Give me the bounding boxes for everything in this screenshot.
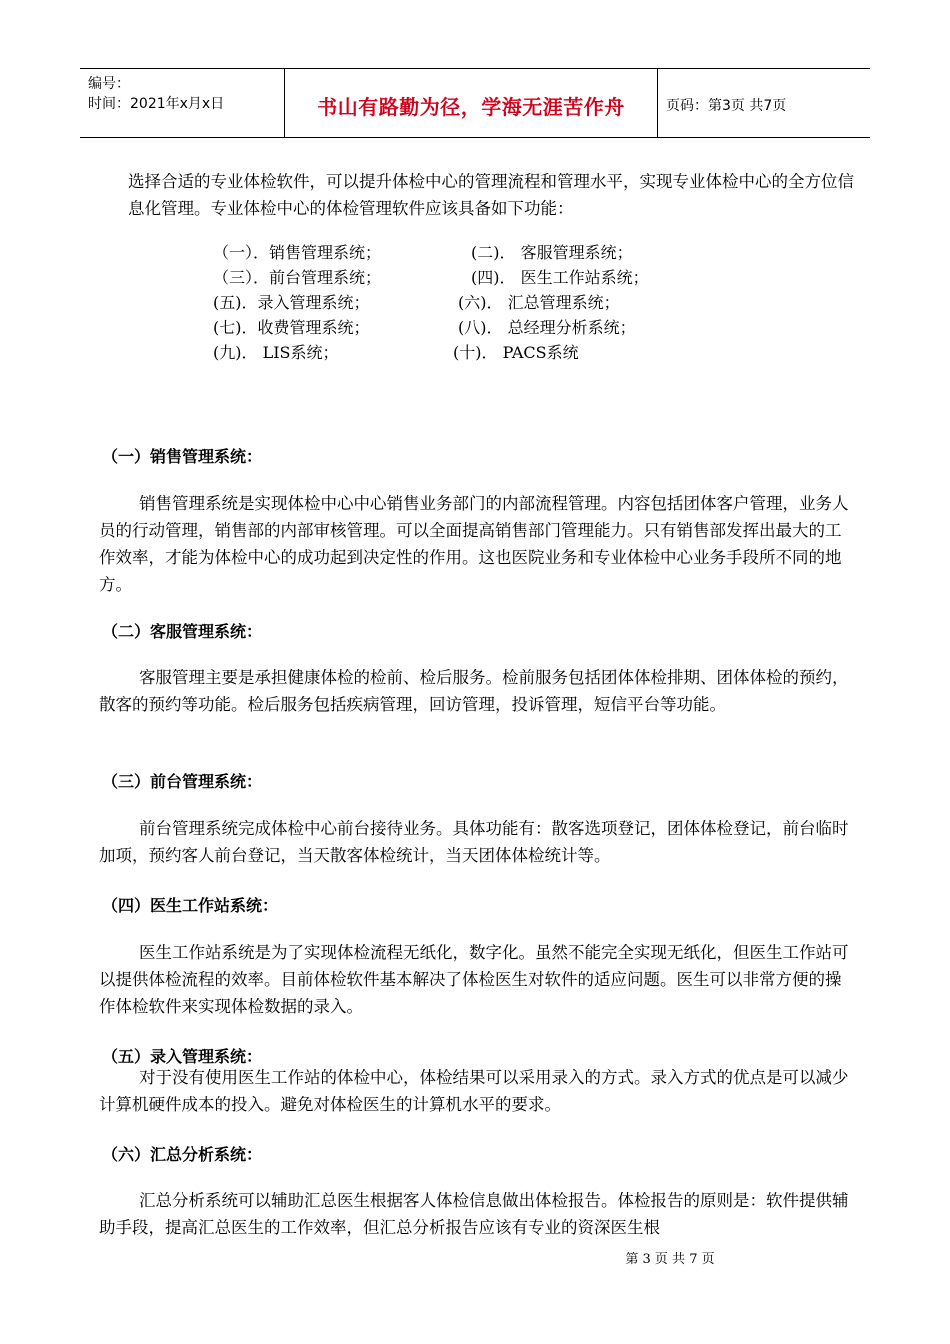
function-list-row [213, 265, 813, 290]
header-page-code: 页码：第3页 共7页 [666, 98, 787, 114]
function-item: (十)． PACS系统 [453, 343, 579, 362]
section-body: 销售管理系统是实现体检中心中心销售业务部门的内部流程管理。内容包括团体客户管理，业务人员的行动管理，销售部的内部审核管理。可以全面提高销售部门管理能力。只有销售部发挥出最大的工作效率，才能为体检中心的成功起到决定性的作用。这也医院业务和专业体检中心业务手段所不同的地方。 [99, 494, 849, 594]
section-heading: （三）前台管理系统： [102, 772, 263, 791]
header-info-cell [80, 69, 285, 137]
function-list-row [213, 290, 813, 315]
function-item: (四)． 医生工作站系统； [471, 268, 649, 287]
section-body: 汇总分析系统可以辅助汇总医生根据客人体检信息做出体检报告。体检报告的原则是：软件提供辅助手段，提高汇总医生的工作效率，但汇总分析报告应该有专业的资深医生根 [99, 1191, 849, 1237]
function-list-row [213, 315, 813, 340]
page-header [80, 68, 870, 138]
section-body: 对于没有使用医生工作站的体检中心，体检结果可以采用录入的方式。录入方式的优点是可以减少计算机硬件成本的投入。避免对体检医生的计算机水平的要求。 [99, 1068, 849, 1114]
function-item: （一）．销售管理系统； [213, 243, 382, 262]
function-item: (二)． 客服管理系统； [471, 243, 633, 262]
header-motto-cell [285, 69, 658, 137]
section-body: 前台管理系统完成体检中心前台接待业务。具体功能有：散客选项登记，团体体检登记，前台临时加项，预约客人前台登记，当天散客体检统计，当天团体体检统计等。 [99, 819, 849, 865]
function-list [213, 240, 813, 365]
section-heading: （一）销售管理系统： [102, 447, 263, 466]
function-item: (五)．录入管理系统； [213, 293, 370, 312]
header-motto: 书山有路勤为径，学海无涯苦作舟 [317, 95, 625, 119]
intro-paragraph: 选择合适的专业体检软件，可以提升体检中心的管理流程和管理水平，实现专业体检中心的全方位信息化管理。专业体检中心的体检管理软件应该具备如下功能： [128, 172, 854, 218]
section-heading: （五）录入管理系统： [102, 1047, 263, 1066]
section-heading: （二）客服管理系统： [102, 622, 263, 641]
function-item: (六)． 汇总管理系统； [458, 293, 620, 312]
header-page-cell [658, 69, 870, 137]
function-list-row [213, 240, 813, 265]
document-number-label: 编号： [88, 76, 130, 92]
function-item: (九)． LIS系统； [213, 343, 339, 362]
page-footer: 第 3 页 共 7 页 [625, 1252, 715, 1267]
function-item: (七)．收费管理系统； [213, 318, 370, 337]
section-heading: （六）汇总分析系统： [102, 1145, 263, 1164]
function-list-row [213, 340, 813, 365]
section-body: 医生工作站系统是为了实现体检流程无纸化，数字化。虽然不能完全实现无纸化，但医生工作站可以提供体检流程的效率。目前体检软件基本解决了体检医生对软件的适应问题。医生可以非常方便的操作体检软件来实现体检数据的录入。 [99, 943, 849, 1016]
document-date: 时间：2021年x月x日 [88, 96, 225, 112]
function-item: (八)． 总经理分析系统； [458, 318, 636, 337]
section-body: 客服管理主要是承担健康体检的检前、检后服务。检前服务包括团体体检排期、团体体检的预约，散客的预约等功能。检后服务包括疾病管理，回访管理，投诉管理，短信平台等功能。 [99, 668, 849, 714]
section-heading: （四）医生工作站系统： [102, 896, 279, 915]
function-item: （三）．前台管理系统； [213, 268, 382, 287]
